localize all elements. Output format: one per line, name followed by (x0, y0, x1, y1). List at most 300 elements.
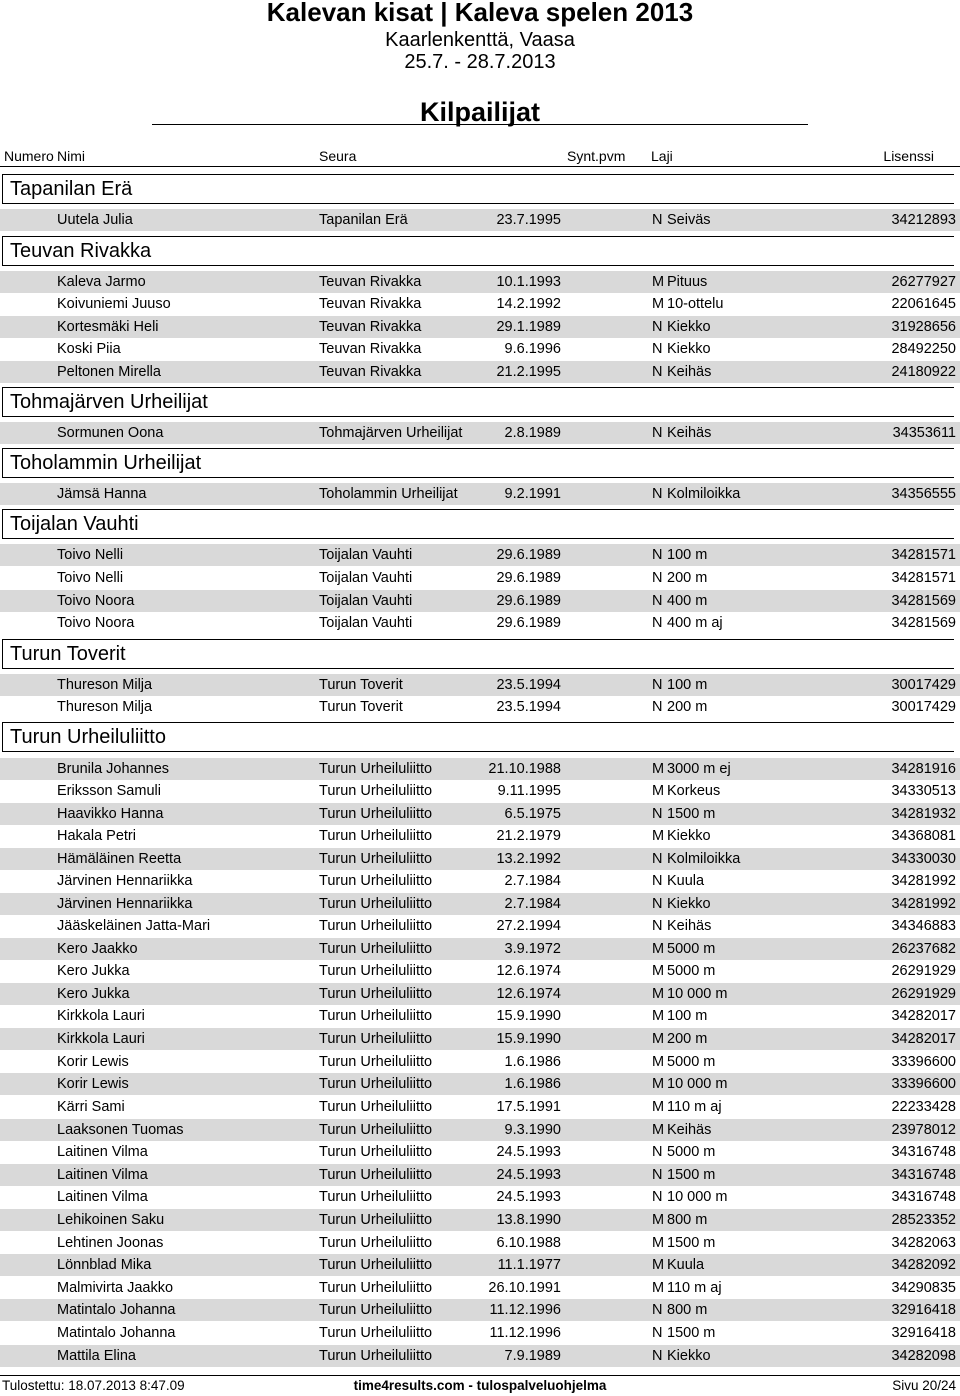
event-name: 10 000 m (667, 986, 728, 1002)
license-number: 34330030 (891, 851, 956, 867)
birth-date: 29.6.1989 (496, 570, 561, 586)
license-number: 28492250 (891, 341, 956, 357)
license-number: 34282092 (891, 1257, 956, 1273)
sex-code: M (652, 1076, 665, 1092)
table-row (0, 1073, 960, 1095)
event-name: 5000 m (667, 941, 716, 957)
license-number: 33396600 (891, 1076, 956, 1092)
competitor-club: Turun Urheiluliitto (319, 1280, 433, 1296)
sex-code: N (652, 806, 663, 822)
event-name: 10-ottelu (667, 296, 724, 312)
event-name: 100 m (667, 677, 708, 693)
license-number: 30017429 (891, 677, 956, 693)
birth-date: 24.5.1993 (496, 1144, 561, 1160)
event-name: 400 m (667, 593, 708, 609)
event-name: 100 m (667, 547, 708, 563)
competitor-club: Toholammin Urheilijat (319, 486, 458, 502)
event-dates: 25.7. - 28.7.2013 (404, 51, 556, 73)
competitor-name: Hämäläinen Reetta (57, 851, 182, 867)
competitor-club: Tapanilan Erä (319, 212, 408, 228)
sex-code: N (652, 364, 663, 380)
sex-code: M (652, 274, 665, 290)
competitor-club: Toijalan Vauhti (319, 615, 413, 631)
license-number: 22061645 (891, 296, 956, 312)
birth-date: 12.6.1974 (496, 963, 561, 979)
sex-code: N (652, 896, 663, 912)
table-row (0, 1322, 960, 1344)
event-name: 1500 m (667, 1325, 716, 1341)
table-row (0, 293, 960, 315)
table-row (0, 803, 960, 825)
table-row (0, 938, 960, 960)
event-name: 5000 m (667, 1144, 716, 1160)
competitor-name: Kero Jukka (57, 963, 130, 979)
competitor-name: Uutela Julia (57, 212, 133, 228)
birth-date: 23.5.1994 (496, 699, 561, 715)
table-row (0, 338, 960, 360)
competitor-club: Turun Urheiluliitto (319, 1144, 433, 1160)
table-row (0, 544, 960, 566)
event-name: Korkeus (667, 783, 721, 799)
birth-date: 12.6.1974 (496, 986, 561, 1002)
club-heading: Tohmajärven Urheilijat (2, 387, 954, 417)
sex-code: N (652, 1325, 663, 1341)
competitor-name: Hakala Petri (57, 828, 136, 844)
table-row (0, 780, 960, 802)
birth-date: 13.2.1992 (496, 851, 561, 867)
event-name: 1500 m (667, 1235, 716, 1251)
col-synt: Synt.pvm (567, 148, 626, 164)
license-number: 34281916 (891, 761, 956, 777)
table-row (0, 1232, 960, 1254)
sex-code: N (652, 212, 663, 228)
table-row (0, 825, 960, 847)
event-name: 110 m aj (667, 1099, 722, 1115)
competitor-club: Turun Urheiluliitto (319, 986, 433, 1002)
header-divider (0, 166, 960, 167)
license-number: 34346883 (891, 918, 956, 934)
competitor-name: Thureson Milja (57, 677, 153, 693)
club-heading: Turun Toverit (2, 639, 954, 669)
license-number: 32916418 (891, 1302, 956, 1318)
event-name: 800 m (667, 1212, 708, 1228)
event-title: Kalevan kisat | Kaleva spelen 2013 (266, 0, 694, 27)
birth-date: 15.9.1990 (496, 1008, 561, 1024)
table-row (0, 1345, 960, 1367)
event-name: Kiekko (667, 341, 711, 357)
license-number: 26277927 (891, 274, 956, 290)
sex-code: M (652, 1099, 665, 1115)
sex-code: N (652, 319, 663, 335)
club-heading: Tapanilan Erä (2, 174, 954, 204)
competitor-club: Turun Urheiluliitto (319, 1167, 433, 1183)
competitor-name: Kirkkola Lauri (57, 1008, 145, 1024)
license-number: 34281569 (891, 593, 956, 609)
competitor-name: Toivo Noora (57, 615, 135, 631)
competitor-club: Turun Urheiluliitto (319, 896, 433, 912)
club-heading: Toholammin Urheilijat (2, 448, 954, 478)
competitor-name: Kaleva Jarmo (57, 274, 146, 290)
license-number: 34356555 (891, 486, 956, 502)
sex-code: N (652, 570, 663, 586)
license-number: 34290835 (891, 1280, 956, 1296)
event-name: 100 m (667, 1008, 708, 1024)
event-venue: Kaarlenkenttä, Vaasa (385, 29, 575, 51)
event-name: Keihäs (667, 918, 712, 934)
license-number: 22233428 (891, 1099, 956, 1115)
sex-code: N (652, 699, 663, 715)
sex-code: N (652, 593, 663, 609)
section-title: Kilpailijat (419, 97, 541, 127)
birth-date: 21.2.1995 (496, 364, 561, 380)
competitor-club: Turun Urheiluliitto (319, 1076, 433, 1092)
birth-date: 14.2.1992 (496, 296, 561, 312)
sex-code: N (652, 1348, 663, 1364)
competitor-club: Teuvan Rivakka (319, 341, 422, 357)
competitor-club: Turun Toverit (319, 677, 403, 693)
birth-date: 24.5.1993 (496, 1189, 561, 1205)
competitor-name: Laitinen Vilma (57, 1144, 148, 1160)
license-number: 34281992 (891, 896, 956, 912)
competitor-name: Matintalo Johanna (57, 1325, 176, 1341)
competitor-name: Kero Jukka (57, 986, 130, 1002)
sex-code: M (652, 1280, 665, 1296)
birth-date: 11.12.1996 (489, 1325, 561, 1341)
birth-date: 2.7.1984 (504, 873, 561, 889)
competitor-name: Mattila Elina (57, 1348, 136, 1364)
competitor-club: Turun Urheiluliitto (319, 1189, 433, 1205)
competitor-club: Turun Urheiluliitto (319, 941, 433, 957)
competitor-club: Turun Urheiluliitto (319, 1257, 433, 1273)
license-number: 34212893 (891, 212, 956, 228)
birth-date: 9.6.1996 (504, 341, 561, 357)
birth-date: 27.2.1994 (496, 918, 561, 934)
competitor-club: Turun Urheiluliitto (319, 1348, 433, 1364)
sex-code: N (652, 873, 663, 889)
sex-code: M (652, 296, 665, 312)
printed-timestamp: Tulostettu: 18.07.2013 8:47.09 (2, 1378, 185, 1393)
competitor-club: Teuvan Rivakka (319, 274, 422, 290)
table-row (0, 1254, 960, 1276)
sex-code: M (652, 963, 665, 979)
event-name: Keihäs (667, 425, 712, 441)
table-row (0, 1299, 960, 1321)
table-row (0, 612, 960, 634)
event-name: Kuula (667, 873, 705, 889)
sex-code: M (652, 1257, 665, 1273)
event-name: Kiekko (667, 1348, 711, 1364)
table-row (0, 316, 960, 338)
sex-code: M (652, 1122, 665, 1138)
birth-date: 11.1.1977 (497, 1257, 561, 1273)
table-row (0, 1277, 960, 1299)
event-name: 200 m (667, 570, 708, 586)
sex-code: N (652, 341, 663, 357)
event-name: 400 m aj (667, 615, 723, 631)
col-numero: Numero (4, 148, 54, 164)
birth-date: 26.10.1991 (488, 1280, 561, 1296)
license-number: 34281992 (891, 873, 956, 889)
birth-date: 1.6.1986 (504, 1076, 561, 1092)
license-number: 26237682 (891, 941, 956, 957)
sex-code: N (652, 486, 663, 502)
table-row (0, 848, 960, 870)
sex-code: N (652, 851, 663, 867)
event-name: Kiekko (667, 319, 711, 335)
birth-date: 3.9.1972 (504, 941, 561, 957)
table-row (0, 696, 960, 718)
competitor-name: Koivuniemi Juuso (57, 296, 171, 312)
table-row (0, 960, 960, 982)
competitor-name: Toivo Nelli (57, 547, 124, 563)
table-row (0, 271, 960, 293)
table-row (0, 1096, 960, 1118)
competitor-club: Turun Urheiluliitto (319, 873, 433, 889)
competitor-name: Thureson Milja (57, 699, 153, 715)
competitor-name: Kärri Sami (57, 1099, 125, 1115)
license-number: 34282017 (891, 1031, 956, 1047)
event-name: 10 000 m (667, 1076, 728, 1092)
table-row (0, 361, 960, 383)
col-lisenssi: Lisenssi (883, 148, 934, 164)
license-number: 34282017 (891, 1008, 956, 1024)
event-name: 5000 m (667, 963, 716, 979)
competitor-club: Turun Urheiluliitto (319, 1302, 433, 1318)
table-row (0, 1028, 960, 1050)
license-number: 32916418 (891, 1325, 956, 1341)
sex-code: M (652, 1054, 665, 1070)
competitor-club: Turun Urheiluliitto (319, 1122, 433, 1138)
sex-code: M (652, 1212, 665, 1228)
competitor-name: Järvinen Hennariikka (57, 896, 193, 912)
birth-date: 2.8.1989 (504, 425, 561, 441)
license-number: 34281932 (891, 806, 956, 822)
column-header-row (0, 146, 960, 164)
birth-date: 2.7.1984 (504, 896, 561, 912)
birth-date: 6.10.1988 (496, 1235, 561, 1251)
competitor-club: Tohmajärven Urheilijat (319, 425, 463, 441)
competitor-club: Turun Urheiluliitto (319, 1325, 433, 1341)
birth-date: 23.7.1995 (496, 212, 561, 228)
competitor-club: Turun Urheiluliitto (319, 1008, 433, 1024)
birth-date: 9.2.1991 (504, 486, 561, 502)
competitor-name: Laitinen Vilma (57, 1167, 148, 1183)
birth-date: 21.2.1979 (496, 828, 561, 844)
event-name: Kolmiloikka (667, 851, 741, 867)
birth-date: 29.6.1989 (496, 547, 561, 563)
competitor-name: Toivo Nelli (57, 570, 124, 586)
license-number: 34330513 (891, 783, 956, 799)
page-number: Sivu 20/24 (892, 1378, 956, 1393)
table-row (0, 1141, 960, 1163)
event-name: Kolmiloikka (667, 486, 741, 502)
sex-code: M (652, 1235, 665, 1251)
sex-code: N (652, 918, 663, 934)
competitor-club: Turun Urheiluliitto (319, 806, 433, 822)
license-number: 34281571 (891, 570, 956, 586)
sex-code: N (652, 1189, 663, 1205)
table-row (0, 567, 960, 589)
col-nimi: Nimi (57, 148, 85, 164)
section-divider (152, 124, 808, 125)
event-name: 200 m (667, 699, 708, 715)
table-row (0, 590, 960, 612)
competitor-name: Brunila Johannes (57, 761, 170, 777)
competitor-name: Lönnblad Mika (57, 1257, 152, 1273)
competitor-club: Turun Urheiluliitto (319, 1031, 433, 1047)
sex-code: N (652, 615, 663, 631)
license-number: 34281569 (891, 615, 956, 631)
table-row (0, 483, 960, 505)
event-name: 10 000 m (667, 1189, 728, 1205)
birth-date: 17.5.1991 (496, 1099, 561, 1115)
event-name: Kiekko (667, 828, 711, 844)
club-heading: Toijalan Vauhti (2, 509, 954, 539)
sex-code: N (652, 1167, 663, 1183)
competitor-name: Malmivirta Jaakko (57, 1280, 174, 1296)
competitor-club: Turun Urheiluliitto (319, 828, 433, 844)
event-name: Seiväs (667, 212, 711, 228)
sex-code: M (652, 783, 665, 799)
birth-date: 24.5.1993 (496, 1167, 561, 1183)
event-name: Keihäs (667, 1122, 712, 1138)
competitor-name: Peltonen Mirella (57, 364, 161, 380)
event-name: Kiekko (667, 896, 711, 912)
event-name: 3000 m ej (667, 761, 731, 777)
competitor-name: Korir Lewis (57, 1054, 129, 1070)
sex-code: N (652, 547, 663, 563)
birth-date: 29.1.1989 (496, 319, 561, 335)
event-name: 200 m (667, 1031, 708, 1047)
competitor-name: Lehikoinen Saku (57, 1212, 165, 1228)
sex-code: M (652, 1008, 665, 1024)
license-number: 23978012 (891, 1122, 956, 1138)
event-name: 110 m aj (667, 1280, 722, 1296)
birth-date: 9.3.1990 (504, 1122, 561, 1138)
license-number: 30017429 (891, 699, 956, 715)
competitor-name: Koski Piia (57, 341, 121, 357)
event-name: 800 m (667, 1302, 708, 1318)
event-name: Pituus (667, 274, 708, 290)
sex-code: N (652, 1144, 663, 1160)
license-number: 34316748 (891, 1167, 956, 1183)
event-name: 5000 m (667, 1054, 716, 1070)
birth-date: 13.8.1990 (496, 1212, 561, 1228)
table-row (0, 1051, 960, 1073)
sex-code: M (652, 761, 665, 777)
club-heading: Teuvan Rivakka (2, 236, 954, 266)
competitor-club: Turun Urheiluliitto (319, 1099, 433, 1115)
birth-date: 9.11.1995 (497, 783, 561, 799)
license-number: 31928656 (891, 319, 956, 335)
competitor-club: Turun Urheiluliitto (319, 963, 433, 979)
competitor-name: Kirkkola Lauri (57, 1031, 145, 1047)
competitor-name: Jääskeläinen Jatta-Mari (57, 918, 211, 934)
competitor-name: Haavikko Hanna (57, 806, 164, 822)
competitor-club: Toijalan Vauhti (319, 547, 413, 563)
license-number: 26291929 (891, 986, 956, 1002)
birth-date: 11.12.1996 (489, 1302, 561, 1318)
license-number: 28523352 (891, 1212, 956, 1228)
license-number: 34368081 (891, 828, 956, 844)
birth-date: 6.5.1975 (504, 806, 561, 822)
table-row (0, 758, 960, 780)
sex-code: M (652, 941, 665, 957)
license-number: 34282063 (891, 1235, 956, 1251)
competitor-club: Toijalan Vauhti (319, 593, 413, 609)
competitor-club: Turun Urheiluliitto (319, 1054, 433, 1070)
birth-date: 29.6.1989 (496, 615, 561, 631)
competitor-name: Järvinen Hennariikka (57, 873, 193, 889)
table-row (0, 209, 960, 231)
competitor-club: Teuvan Rivakka (319, 364, 422, 380)
competitor-club: Teuvan Rivakka (319, 319, 422, 335)
license-number: 24180922 (891, 364, 956, 380)
sex-code: N (652, 425, 663, 441)
table-row (0, 1119, 960, 1141)
competitor-name: Laitinen Vilma (57, 1189, 148, 1205)
sex-code: N (652, 1302, 663, 1318)
competitor-club: Teuvan Rivakka (319, 296, 422, 312)
table-row (0, 870, 960, 892)
col-seura: Seura (319, 148, 357, 164)
competitor-name: Toivo Noora (57, 593, 135, 609)
table-row (0, 915, 960, 937)
table-row (0, 674, 960, 696)
competitor-name: Sormunen Oona (57, 425, 164, 441)
table-row (0, 422, 960, 444)
license-number: 26291929 (891, 963, 956, 979)
col-laji: Laji (651, 148, 673, 164)
competitor-club: Turun Urheiluliitto (319, 761, 433, 777)
competitor-name: Matintalo Johanna (57, 1302, 176, 1318)
table-row (0, 1164, 960, 1186)
sex-code: M (652, 828, 665, 844)
birth-date: 29.6.1989 (496, 593, 561, 609)
license-number: 34282098 (891, 1348, 956, 1364)
competitor-name: Laaksonen Tuomas (57, 1122, 184, 1138)
sex-code: M (652, 986, 665, 1002)
competitor-name: Korir Lewis (57, 1076, 129, 1092)
page-footer (0, 1376, 960, 1396)
license-number: 33396600 (891, 1054, 956, 1070)
table-row (0, 983, 960, 1005)
competitor-name: Jämsä Hanna (57, 486, 147, 502)
birth-date: 1.6.1986 (504, 1054, 561, 1070)
table-row (0, 1186, 960, 1208)
sex-code: M (652, 1031, 665, 1047)
competitor-name: Lehtinen Joonas (57, 1235, 164, 1251)
birth-date: 7.9.1989 (504, 1348, 561, 1364)
event-name: 1500 m (667, 1167, 716, 1183)
competitor-name: Kero Jaakko (57, 941, 138, 957)
competitor-club: Turun Urheiluliitto (319, 1212, 433, 1228)
competitor-club: Turun Urheiluliitto (319, 1235, 433, 1251)
license-number: 34353611 (892, 425, 956, 441)
license-number: 34316748 (891, 1144, 956, 1160)
birth-date: 21.10.1988 (488, 761, 561, 777)
sex-code: N (652, 677, 663, 693)
event-name: Kuula (667, 1257, 705, 1273)
event-name: 1500 m (667, 806, 716, 822)
competitor-club: Turun Urheiluliitto (319, 918, 433, 934)
software-credit: time4results.com - tulospalveluohjelma (353, 1378, 607, 1393)
table-row (0, 1005, 960, 1027)
event-name: Keihäs (667, 364, 712, 380)
club-heading: Turun Urheiluliitto (2, 722, 954, 752)
competitor-club: Turun Urheiluliitto (319, 851, 433, 867)
license-number: 34316748 (891, 1189, 956, 1205)
